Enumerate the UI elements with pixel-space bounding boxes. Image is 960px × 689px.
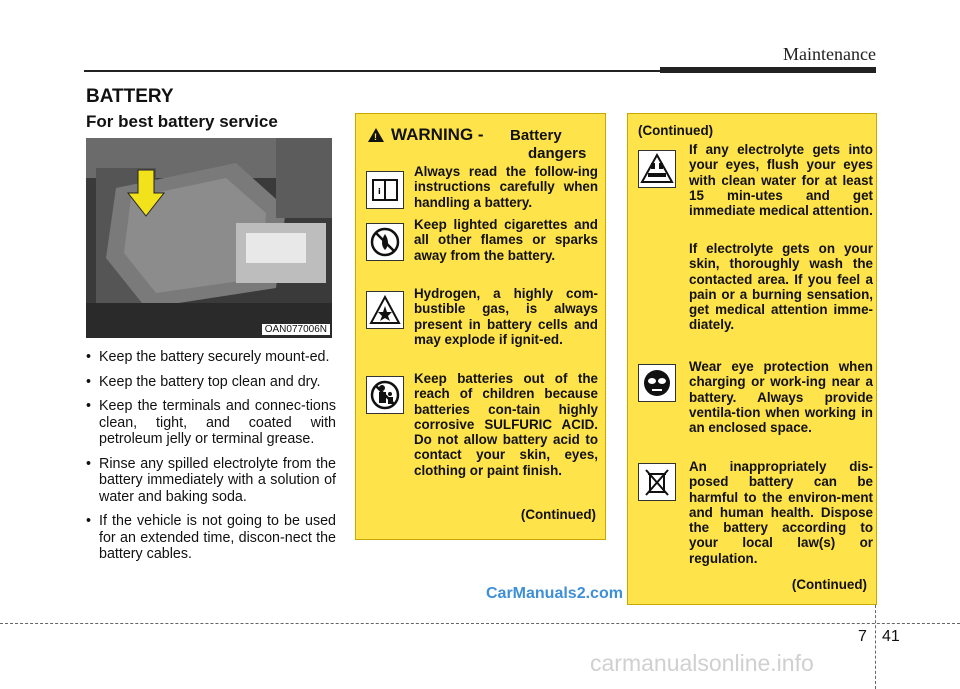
warning-text-1: Always read the follow-ing instructions carefully when handling a battery.: [414, 164, 598, 210]
section-title: BATTERY: [86, 86, 174, 107]
no-flame-icon: [366, 223, 404, 261]
continued-heading: (Continued): [638, 123, 714, 138]
warning-text-5: If any electrolyte gets into your eyes, flush your eyes with clean water for at least 15 min-utes and get immediate medical attention.: [689, 142, 873, 219]
warning-text-2: Keep lighted cigarettes and all other flames or sparks away from the battery.: [414, 217, 598, 263]
watermark-link[interactable]: CarManuals2.com: [486, 585, 623, 602]
explosion-icon: [366, 291, 404, 329]
warning-text-7: Wear eye protection when charging or work-ing near a battery. Always provide ventila-tion when working in an enclosed space.: [689, 359, 873, 436]
warning-box: [355, 113, 606, 540]
list-item: • Keep the terminals and connec-tions clean, tight, and coated with petroleum jelly or terminal grease.: [86, 398, 336, 448]
corrosive-icon: [638, 150, 676, 188]
warning-word: WARNING -: [391, 125, 484, 144]
page-number: 41: [882, 628, 900, 645]
page-number-divider: [875, 605, 876, 689]
header-rule: [84, 70, 660, 72]
warning-box-continued: [627, 113, 877, 605]
warning-subject-2: dangers: [528, 145, 587, 162]
continued-label: (Continued): [520, 507, 596, 522]
sub-title: For best battery service: [86, 112, 278, 131]
warning-text-4: Keep batteries out of the reach of children because batteries con-tain highly corrosive SULFURIC ACID. Do not allow battery acid to contact your skin, eyes, clothing or paint finish.: [414, 371, 598, 478]
footer-watermark[interactable]: carmanualsonline.info: [590, 650, 814, 676]
list-item: • Keep the battery securely mount-ed.: [86, 349, 336, 366]
continued-label-2: (Continued): [791, 577, 867, 592]
svg-text:i: i: [378, 187, 381, 196]
warning-text-3: Hydrogen, a highly com-bustible gas, is always present in battery cells and may explode if ignit-ed.: [414, 286, 598, 347]
engine-bay-image: [86, 138, 332, 338]
keep-away-children-icon: [366, 376, 404, 414]
care-list: [86, 349, 336, 571]
eye-protection-icon: [638, 364, 676, 402]
list-item: • Keep the battery top clean and dry.: [86, 374, 336, 391]
header-rule-thick: [660, 67, 876, 73]
warning-text-8: An inappropriately dis-posed battery can be harmful to the environ-ment and human health. Dispose the battery according to your local law(s) or regulation.: [689, 459, 873, 566]
photo-caption: OAN077006N: [262, 324, 330, 335]
crossed-bin-icon: [638, 463, 676, 501]
manual-icon: [366, 171, 404, 209]
warning-mark: !: [374, 132, 377, 142]
list-item: • If the vehicle is not going to be used for an extended time, discon-nect the battery cables.: [86, 513, 336, 563]
footer-rule: [0, 623, 960, 624]
warning-subject: Battery: [510, 127, 562, 144]
header-title: Maintenance: [783, 44, 876, 64]
chapter-number: 7: [858, 628, 867, 645]
list-item: • Rinse any spilled electrolyte from the battery immediately with a solution of water and baking soda.: [86, 456, 336, 506]
battery-photo: [86, 138, 332, 338]
warning-text-6: If electrolyte gets on your skin, thoroughly wash the contacted area. If you feel a pain or a burning sensation, get medical attention imme-diately.: [689, 241, 873, 333]
